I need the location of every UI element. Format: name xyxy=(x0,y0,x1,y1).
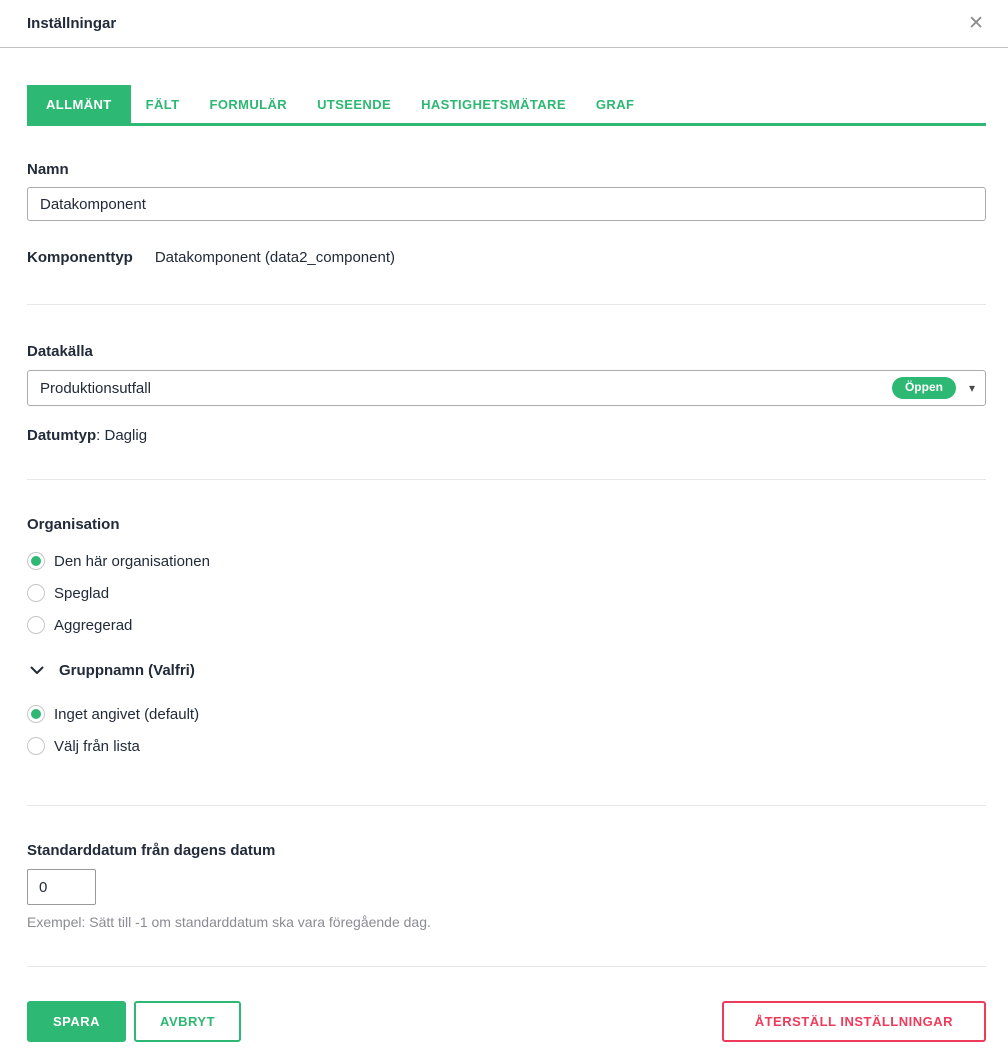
dialog-content xyxy=(0,85,1008,1063)
close-button[interactable] xyxy=(960,10,992,37)
radio-no-group[interactable] xyxy=(27,705,199,723)
name-label: Namn xyxy=(27,161,69,178)
tab-bar xyxy=(27,85,986,126)
default-date-label: Standarddatum från dagens datum xyxy=(27,842,276,859)
radio-icon xyxy=(27,552,45,570)
component-type-label: Komponenttyp xyxy=(27,249,133,266)
radio-icon xyxy=(27,616,45,634)
cancel-button[interactable]: AVBRYT xyxy=(134,1001,241,1042)
radio-label: Inget angivet (default) xyxy=(54,705,200,723)
divider xyxy=(27,966,986,967)
divider xyxy=(27,479,986,480)
radio-choose-from-list[interactable] xyxy=(27,737,140,755)
radio-label: Speglad xyxy=(54,584,110,602)
close-icon: ✕ xyxy=(968,13,984,34)
datasource-select[interactable] xyxy=(27,370,986,406)
divider xyxy=(27,805,986,806)
dialog-title: Inställningar xyxy=(27,15,117,32)
radio-mirrored[interactable] xyxy=(27,584,109,602)
radio-this-organisation[interactable] xyxy=(27,552,210,570)
radio-icon xyxy=(27,737,45,755)
divider xyxy=(27,304,986,305)
radio-icon xyxy=(27,705,45,723)
caret-down-icon: ▾ xyxy=(968,381,975,395)
default-date-help: Exempel: Sätt till -1 om standarddatum ska vara föregående dag. xyxy=(27,914,431,930)
date-type-label: Datumtyp xyxy=(27,427,97,444)
name-input[interactable] xyxy=(27,187,986,221)
dialog-header xyxy=(0,0,1008,48)
radio-aggregated[interactable] xyxy=(27,616,132,634)
tab-falt[interactable]: FÄLT xyxy=(145,97,180,112)
status-badge: Öppen xyxy=(892,377,956,398)
radio-label: Den här organisationen xyxy=(54,552,210,570)
date-type-row xyxy=(27,427,986,444)
reset-settings-button[interactable]: ÅTERSTÄLL INSTÄLLNINGAR xyxy=(722,1001,986,1042)
tab-hastighetsmatare[interactable]: HASTIGHETSMÄTARE xyxy=(421,97,566,112)
radio-icon xyxy=(27,584,45,602)
organisation-label: Organisation xyxy=(27,516,120,533)
group-name-collapse-toggle[interactable] xyxy=(27,662,195,679)
radio-label: Välj från lista xyxy=(54,737,140,755)
date-type-value: : Daglig xyxy=(96,427,148,444)
datasource-selected-value: Produktionsutfall xyxy=(40,379,151,397)
radio-label: Aggregerad xyxy=(54,616,133,634)
tab-graf[interactable]: GRAF xyxy=(595,97,635,112)
footer-left-buttons xyxy=(27,1001,241,1042)
component-type-row xyxy=(27,249,986,266)
datasource-label: Datakälla xyxy=(27,343,93,360)
tab-allmant[interactable]: ALLMÄNT xyxy=(27,85,131,123)
tab-utseende[interactable]: UTSEENDE xyxy=(317,97,392,112)
default-date-input[interactable] xyxy=(27,869,96,905)
chevron-down-icon xyxy=(30,666,44,675)
tab-formular[interactable]: FORMULÄR xyxy=(209,97,288,112)
dialog-footer xyxy=(27,1001,986,1042)
component-type-value: Datakomponent (data2_component) xyxy=(154,249,395,266)
save-button[interactable]: SPARA xyxy=(27,1001,126,1042)
group-name-label: Gruppnamn (Valfri) xyxy=(59,662,195,679)
